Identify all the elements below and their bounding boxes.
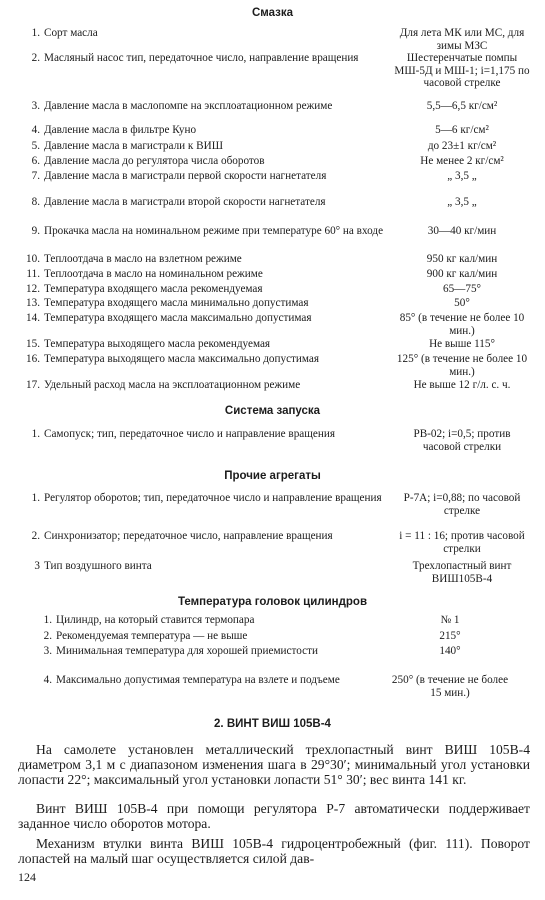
item-value: Не выше 115°	[429, 338, 495, 350]
list-item	[18, 52, 530, 90]
item-number: 9.	[31, 225, 40, 237]
item-value: „ 3,5 „	[447, 170, 477, 182]
item-number: 1.	[31, 428, 40, 440]
item-label: Тип воздушного винта	[44, 560, 152, 572]
list-item	[18, 253, 530, 266]
section2-paragraph-3: Механизм втулки винта ВИШ 105В-4 гидроцентробежный (фиг. 111). Поворот лопастей на малый шаг осуществляется силой дав-	[18, 836, 530, 867]
item-label: Регулятор оборотов; тип, передаточное число и направление вращения	[44, 492, 382, 504]
list-item	[18, 196, 530, 209]
list-item	[18, 155, 530, 168]
list-item	[18, 560, 530, 585]
start-system-title: Система запуска	[224, 405, 321, 417]
item-number: 13.	[26, 297, 40, 309]
list-item	[18, 353, 530, 378]
list-item	[18, 283, 530, 296]
item-label: Прокачка масла на номинальном режиме при температуре 60° на входе	[44, 225, 384, 237]
item-number: 12.	[26, 283, 40, 295]
item-label: Давление масла до регулятора числа оборотов	[44, 155, 265, 167]
item-number: 4.	[43, 674, 52, 686]
section2-title: 2. ВИНТ ВИШ 105В-4	[214, 718, 331, 730]
other-units-title: Прочие агрегаты	[224, 470, 321, 482]
item-number: 3.	[31, 100, 40, 112]
item-label: Удельный расход масла на эксплоатационном режиме	[44, 379, 301, 391]
item-value: 5,5—6,5 кг/см²	[426, 100, 498, 112]
item-number: 4.	[31, 124, 40, 136]
list-item	[18, 170, 530, 183]
item-number: 5.	[31, 140, 40, 152]
item-value: Трехлопастный винт ВИШ105В-4	[412, 560, 512, 585]
list-item	[18, 338, 530, 351]
item-number: 7.	[31, 170, 40, 182]
item-value: 215°	[439, 630, 461, 642]
item-label: Теплоотдача в масло на взлетном режиме	[44, 253, 242, 265]
list-item	[18, 492, 530, 517]
item-value: до 23±1 кг/см²	[427, 140, 497, 152]
item-number: 17.	[26, 379, 40, 391]
item-label: Давление масла в магистрали второй скорости нагнетателя	[44, 196, 326, 208]
list-item	[18, 379, 530, 392]
item-label: Температура выходящего масла максимально допустимая	[44, 353, 320, 365]
list-item	[18, 124, 530, 137]
item-value: Не менее 2 кг/см²	[420, 155, 504, 167]
item-label: Масляный насос тип, передаточное число, направление вращения	[44, 52, 359, 64]
list-item	[30, 674, 510, 699]
item-number: 15.	[26, 338, 40, 350]
list-item	[18, 225, 530, 238]
item-value: Шестеренчатые помпы МШ-5Д и МШ-1; i=1,175 по часовой стрелке	[394, 52, 530, 90]
list-item	[18, 530, 530, 555]
item-number: 16.	[26, 353, 40, 365]
item-value: 950 кг кал/мин	[426, 253, 498, 265]
item-value: 65—75°	[442, 283, 482, 295]
list-item	[18, 100, 530, 113]
item-value: 140°	[439, 645, 461, 657]
section2-paragraph-1: На самолете установлен металлический трехлопастный винт ВИШ 105В-4 диаметром 3,1 м с диапазоном изменения шага в 29°30′; минимальный угол установки лопасти 22°; максимальный угол установки лопасти 51° 30′; вес винта 141 кг.	[18, 742, 530, 788]
item-value: 900 кг кал/мин	[426, 268, 498, 280]
item-number: 2.	[31, 52, 40, 64]
item-label: Минимальная температура для хорошей приемистости	[56, 645, 318, 657]
item-label: Давление масла в магистрали к ВИШ	[44, 140, 223, 152]
item-label: Температура входящего масла минимально допустимая	[44, 297, 309, 309]
item-value: 5—6 кг/см²	[435, 124, 489, 136]
item-number: 3	[34, 560, 40, 572]
item-label: Температура выходящего масла рекомендуемая	[44, 338, 271, 350]
list-item	[18, 140, 530, 153]
cylinder-temp-title: Температура головок цилиндров	[177, 596, 368, 608]
item-number: 11.	[26, 268, 40, 280]
item-number: 6.	[31, 155, 40, 167]
item-label: Цилиндр, на который ставится термопара	[56, 614, 255, 626]
item-label: Давление масла в маслопомпе на эксплоатационном режиме	[44, 100, 333, 112]
item-number: 14.	[26, 312, 40, 324]
item-number: 1.	[31, 492, 40, 504]
list-item	[18, 268, 530, 281]
list-item	[30, 630, 510, 643]
item-label: Температура входящего масла рекомендуемая	[44, 283, 263, 295]
item-value: № 1	[440, 614, 460, 626]
item-value: Не выше 12 г/л. с. ч.	[413, 379, 511, 391]
item-number: 10.	[26, 253, 40, 265]
item-label: Максимально допустимая температура на взлете и подъеме	[56, 674, 340, 686]
page-number: 124	[18, 870, 36, 884]
list-item	[18, 312, 530, 337]
item-number: 1.	[43, 614, 52, 626]
list-item	[30, 645, 510, 658]
item-number: 2.	[43, 630, 52, 642]
item-value: „ 3,5 „	[447, 196, 477, 208]
item-value: i = 11 : 16; против часовой стрелки	[399, 530, 525, 555]
item-value: Р-7А; i=0,88; по часовой стрелке	[403, 492, 521, 517]
item-number: 2.	[31, 530, 40, 542]
item-number: 1.	[31, 27, 40, 39]
item-number: 3.	[43, 645, 52, 657]
section2-paragraph-2: Винт ВИШ 105В-4 при помощи регулятора Р-7 автоматически поддерживает заданное число оборотов мотора.	[18, 801, 530, 832]
item-label: Теплоотдача в масло на номинальном режиме	[44, 268, 263, 280]
item-label: Давление масла в магистрали первой скорости нагнетателя	[44, 170, 327, 182]
item-label: Сорт масла	[44, 27, 98, 39]
list-item	[18, 297, 530, 310]
item-value: Для лета МК или МС, для зимы МЗС	[399, 27, 525, 52]
item-value: 30—40 кг/мин	[427, 225, 497, 237]
item-label: Температура входящего масла максимально допустимая	[44, 312, 312, 324]
list-item	[18, 27, 530, 52]
item-label: Рекомендуемая температура — не выше	[56, 630, 248, 642]
item-value: 50°	[454, 297, 470, 309]
item-label: Давление масла в фильтре Куно	[44, 124, 197, 136]
lubrication-title: Смазка	[251, 7, 294, 19]
item-label: Самопуск; тип, передаточное число и направление вращения	[44, 428, 335, 440]
item-value: 250° (в течение не более 15 мин.)	[391, 674, 509, 699]
item-number: 8.	[31, 196, 40, 208]
list-item	[30, 614, 510, 627]
item-value: 85° (в течение не более 10 мин.)	[399, 312, 525, 337]
item-label: Синхронизатор; передаточное число, направление вращения	[44, 530, 333, 542]
item-value: РВ-02; i=0,5; против часовой стрелки	[413, 428, 511, 453]
item-value: 125° (в течение не более 10 мин.)	[396, 353, 528, 378]
list-item	[18, 428, 530, 453]
